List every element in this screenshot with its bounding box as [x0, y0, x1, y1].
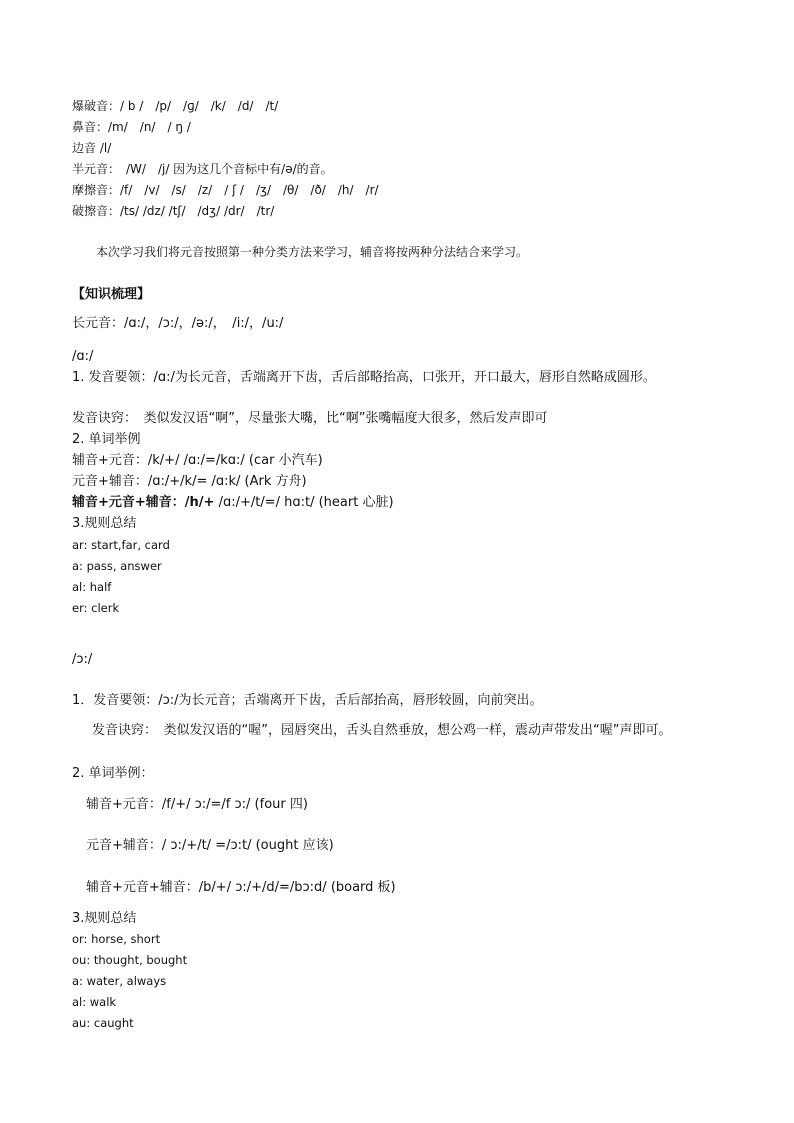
explosive-consonants-line: 爆破音：/ b / /p/ /ɡ/ /k/ /d/ /t/: [72, 99, 279, 113]
o-vowel-example-1: 辅音+元音：/f/+/ ɔ:/=/f ɔ:/ (four 四): [86, 797, 308, 812]
a-vowel-example-1: 辅音+元音：/k/+/ /ɑ:/=/kɑ:/ (car 小汽车): [72, 453, 323, 468]
a-vowel-rule: ar: start,far, card: [72, 538, 170, 552]
o-vowel-rule: a: water, always: [72, 974, 167, 988]
o-vowel-rule: ou: thought, bought: [72, 953, 188, 967]
a-vowel-example-3-bold: 辅音+元音+辅音：/h/+: [72, 495, 215, 510]
semivowel-line: 半元音： /W/ /j/ 因为这几个音标中有/ə/的音。: [72, 162, 333, 176]
o-vowel-example-3: 辅音+元音+辅音：/b/+/ ɔ:/+/d/=/bɔ:d/ (board 板): [86, 880, 396, 895]
a-vowel-example-3-rest: /ɑ:/+/t/=/ hɑ:t/ (heart 心脏): [214, 495, 394, 510]
long-vowels-line: 长元音：/ɑ:/，/ɔ:/，/ə:/， /i:/，/u:/: [72, 316, 284, 331]
o-vowel-point1: 1．发音要领：/ɔ:/为长元音；舌端离开下齿，舌后部抬高，唇形较圆，向前突出。: [72, 693, 543, 708]
o-vowel-tip: 发音诀窍： 类似发汉语的“喔”，园唇突出，舌头自然垂放，想公鸡一样，震动声带发出“喔”声即可。: [92, 723, 672, 738]
a-vowel-example-3: [72, 494, 394, 512]
o-vowel-rules-title: 3.规则总结: [72, 911, 137, 926]
o-vowel-rule: au: caught: [72, 1016, 134, 1030]
a-vowel-example-2: 元音+辅音：/ɑ:/+/k/= /ɑ:k/ (Ark 方舟): [72, 474, 307, 489]
o-vowel-symbol: /ɔ:/: [72, 652, 93, 667]
o-vowel-example-2: 元音+辅音：/ ɔ:/+/t/ =/ɔ:t/ (ought 应该): [86, 838, 334, 853]
nasal-consonants-line: 鼻音：/m/ /n/ / ŋ /: [72, 120, 191, 134]
a-vowel-rules-title: 3.规则总结: [72, 516, 137, 531]
a-vowel-rule: al: half: [72, 580, 112, 594]
o-vowel-rule: al: walk: [72, 995, 117, 1009]
section-heading: 【知识梳理】: [72, 287, 151, 302]
a-vowel-rule: er: clerk: [72, 601, 120, 615]
a-vowel-symbol: /ɑ:/: [72, 349, 94, 364]
lateral-consonant-line: 边音 /l/: [72, 141, 112, 155]
a-vowel-point1: 1. 发音要领：/ɑ:/为长元音，舌端离开下齿，舌后部略抬高，口张开，开口最大，唇形自然略成圆形。: [72, 370, 656, 385]
intro-paragraph: 本次学习我们将元音按照第一种分类方法来学习，辅音将按两种分法结合来学习。: [96, 245, 529, 259]
a-vowel-rule: a: pass, answer: [72, 559, 162, 573]
o-vowel-point2: 2. 单词举例：: [72, 766, 154, 781]
a-vowel-point2: 2. 单词举例: [72, 432, 141, 447]
fricative-consonants-line: 摩擦音：/f/ /v/ /s/ /z/ / ʃ / /ʒ/ /θ/ /ð/ /h/ /r/: [72, 183, 379, 197]
affricate-consonants-line: 破擦音：/ts/ /dz/ /tʃ/ /dʒ/ /dr/ /tr/: [72, 204, 275, 218]
o-vowel-rule: or: horse, short: [72, 932, 161, 946]
a-vowel-tip: 发音诀窍： 类似发汉语“啊”，尽量张大嘴，比“啊”张嘴幅度大很多，然后发声即可: [72, 411, 548, 426]
